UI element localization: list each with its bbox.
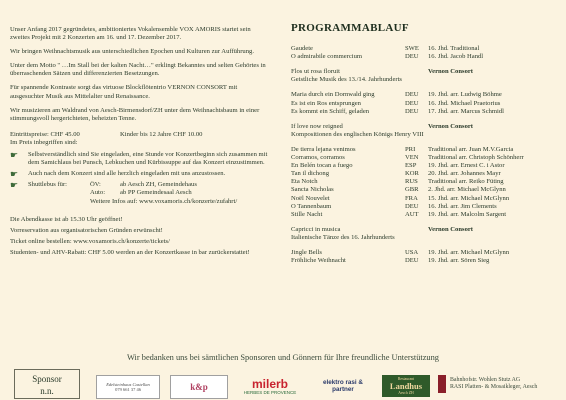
discount-note: Studenten- und AHV-Rabatt: CHF 5.00 werden an der Konzertkasse in bar zurückerstattet!	[10, 248, 250, 256]
program-block	[291, 146, 561, 219]
piece-subtitle: Italienische Tänze des 16. Jahrhunderts	[291, 233, 395, 241]
ticket-link[interactable]: Ticket online bestellen: www.voxamoris.ch/konzerte/tickets/	[10, 237, 170, 245]
program-block	[291, 68, 561, 84]
milerb-logo: milerb HERBES DE PROVENCE	[243, 376, 297, 395]
program-block	[291, 91, 561, 115]
intro-paragraph: Für spannende Kontraste sorgt das virtuose Blockflötentrio VERNON CONSORT mit ausgesuchter Musik aus Mittelalter und Renaissance.	[10, 84, 238, 100]
program-column	[291, 24, 561, 272]
fee-adult: Eintrittspreise: CHF 45.00	[10, 130, 80, 138]
program-row: Tan il dichong KOR 20. Jhd. arr. Johannes Mayr	[291, 170, 501, 178]
program-row: Noël Nouvelet FRA 15. Jhd. arr. Michael McGlynn	[291, 194, 510, 202]
included-list	[10, 151, 272, 206]
piece-title: If love now reigned	[291, 122, 343, 130]
edelsteinhaus-logo: Edelsteinhaus Castellan 079 661 37 46	[96, 375, 160, 399]
sponsor-placeholder: Sponsor n.n.	[14, 369, 80, 399]
piece-title: Capricci in musica	[291, 225, 341, 233]
landhus-logo: Restaurant Landhus Aesch ZH	[382, 375, 430, 397]
program-block	[291, 249, 561, 265]
intro-paragraph: Wir bringen Weihnachtsmusik aus unterschiedlichen Epochen und Kulturen zur Aufführung.	[10, 48, 254, 56]
program-block	[291, 45, 561, 61]
rasi-logo-icon	[438, 375, 446, 393]
rasi-sponsor: Bahnhofstr. Wohlen Stutz AG RASI Platten- & Mosaikleger, Aesch	[438, 375, 559, 393]
pointing-hand-icon: ☛	[10, 150, 19, 161]
intro-paragraph: Unter dem Motto " …Im Stall bei der kalten Nacht…" erklingt Bekanntes und selten Gehörtes in überraschenden Sätzen und differenzierten Besetzungen.	[10, 62, 266, 78]
program-row: En Belén tocan a fuego ESP 19. Jhd. arr. Ernest C. i Astor	[291, 162, 505, 170]
included-heading: Im Preis inbegriffen sind:	[10, 138, 78, 146]
shuttle-link[interactable]: Weitere Infos auf: www.voxamoris.ch/konzerte/zufahrt/	[90, 197, 238, 205]
sponsor-bar	[14, 375, 559, 397]
program-row: Maria durch ein Dornwald ging DEU 19. Jhd. arr. Ludwig Böhme	[291, 91, 502, 99]
program-title: PROGRAMMABLAUF	[291, 22, 409, 34]
admission-prices	[10, 131, 272, 139]
program-row: Fröhliche Weihnacht DEU 19. Jhd. arr. Sören Sieg	[291, 257, 490, 265]
elektro-rasi-logo: elektro rasi & partner	[323, 379, 363, 393]
program-row: Jingle Bells USA 19. Jhd. arr. Michael McGlynn	[291, 248, 510, 256]
program-row: Eta Notch RUS Traditional arr. Reiko Füting	[291, 178, 504, 186]
sponsor-thanks: Wir bedanken uns bei sämtlichen Sponsoren und Gönnern für Ihre freundliche Unterstützung	[126, 353, 439, 362]
pointing-hand-icon: ☛	[10, 169, 19, 180]
program-row: Es kommt ein Schiff, geladen DEU 17. Jhd. arr. Marcus Schmidl	[291, 107, 505, 115]
list-item	[10, 181, 272, 205]
program-block	[291, 226, 561, 242]
program-row: Stille Nacht AUT 19. Jhd. arr. Malcolm Sargent	[291, 210, 507, 218]
program-row: Gaudete SWE 16. Jhd. Traditional	[291, 45, 480, 53]
performer-name: Vernon Consort	[428, 225, 473, 233]
program-row: Es ist ein Ros entsprungen DEU 16. Jhd. Michael Praetorius	[291, 99, 501, 107]
program-row: O Tannenbaum DEU 16. Jhd. arr. Jim Clements	[291, 202, 497, 210]
performer-name: Vernon Consort	[428, 122, 473, 130]
list-item: ☛ Auch nach dem Konzert sind alle herzlich eingeladen mit uns anzustossen.	[10, 169, 226, 180]
piece-subtitle: Geistliche Musik des 13./14. Jahrhunderts	[291, 76, 402, 84]
reservation-note: Vorreservation aus organisatorischen Gründen erwünscht!	[10, 226, 163, 234]
left-column	[10, 26, 272, 263]
list-item: ☛ Selbstverständlich sind Sie eingeladen, eine Stunde vor Konzertbeginn sich zusammen mit dem Samichlaus bei Punsch, Lebkuchen und Kürbissuppe auf das Konzert einzustimmen.	[10, 150, 268, 167]
program-row: Corramos, corramos VEN Traditional arr. Christoph Schönherr	[291, 154, 524, 162]
performer-name: Vernon Consort	[428, 68, 473, 76]
piece-subtitle: Kompositionen des englischen Königs Henry VIII	[291, 130, 424, 138]
program-row: De tierra lejana venimos PRI Traditional arr. Juan M.V.Garcia	[291, 145, 514, 153]
program-block	[291, 123, 561, 139]
kp-logo: k&p	[170, 375, 228, 399]
program-row: O admirabile commercium DEU 16. Jhd. Jacob Handl	[291, 53, 484, 61]
box-office-note: Die Abendkasse ist ab 15.30 Uhr geöffnet!	[10, 215, 123, 223]
intro-paragraph: Wir musizieren am Waldrand von Aesch-Birmensdorf/ZH unter dem Weihnachtsbaum in einer stimmungsvoll hergerichteten, beheizten Tenne.	[10, 106, 260, 122]
intro-paragraph: Unser Anfang 2017 gegründetes, ambitioniertes Vokalensemble VOX AMORIS startet sein zweites Projekt mit 2 Konzerten am 16. und 17. Dezember 2017.	[10, 26, 251, 42]
shuttle-label: Shuttlebus für:	[28, 181, 68, 189]
piece-title: Flos ut rosa floruit	[291, 68, 340, 76]
fee-child: Kinder bis 12 Jahre CHF 10.00	[120, 130, 203, 138]
shuttle-info: Shuttlebus für: ÖV: ab Aesch ZH, Gemeindehaus Auto: ab PP Gemeindesaal Aesch Weitere Infos auf: www.voxamoris.ch/konzerte/zufahrt/	[28, 181, 238, 205]
pointing-hand-icon: ☛	[10, 180, 19, 191]
program-row: Sancta Nicholas GBR 2. Jhd. arr. Michael McGlynn	[291, 186, 506, 194]
